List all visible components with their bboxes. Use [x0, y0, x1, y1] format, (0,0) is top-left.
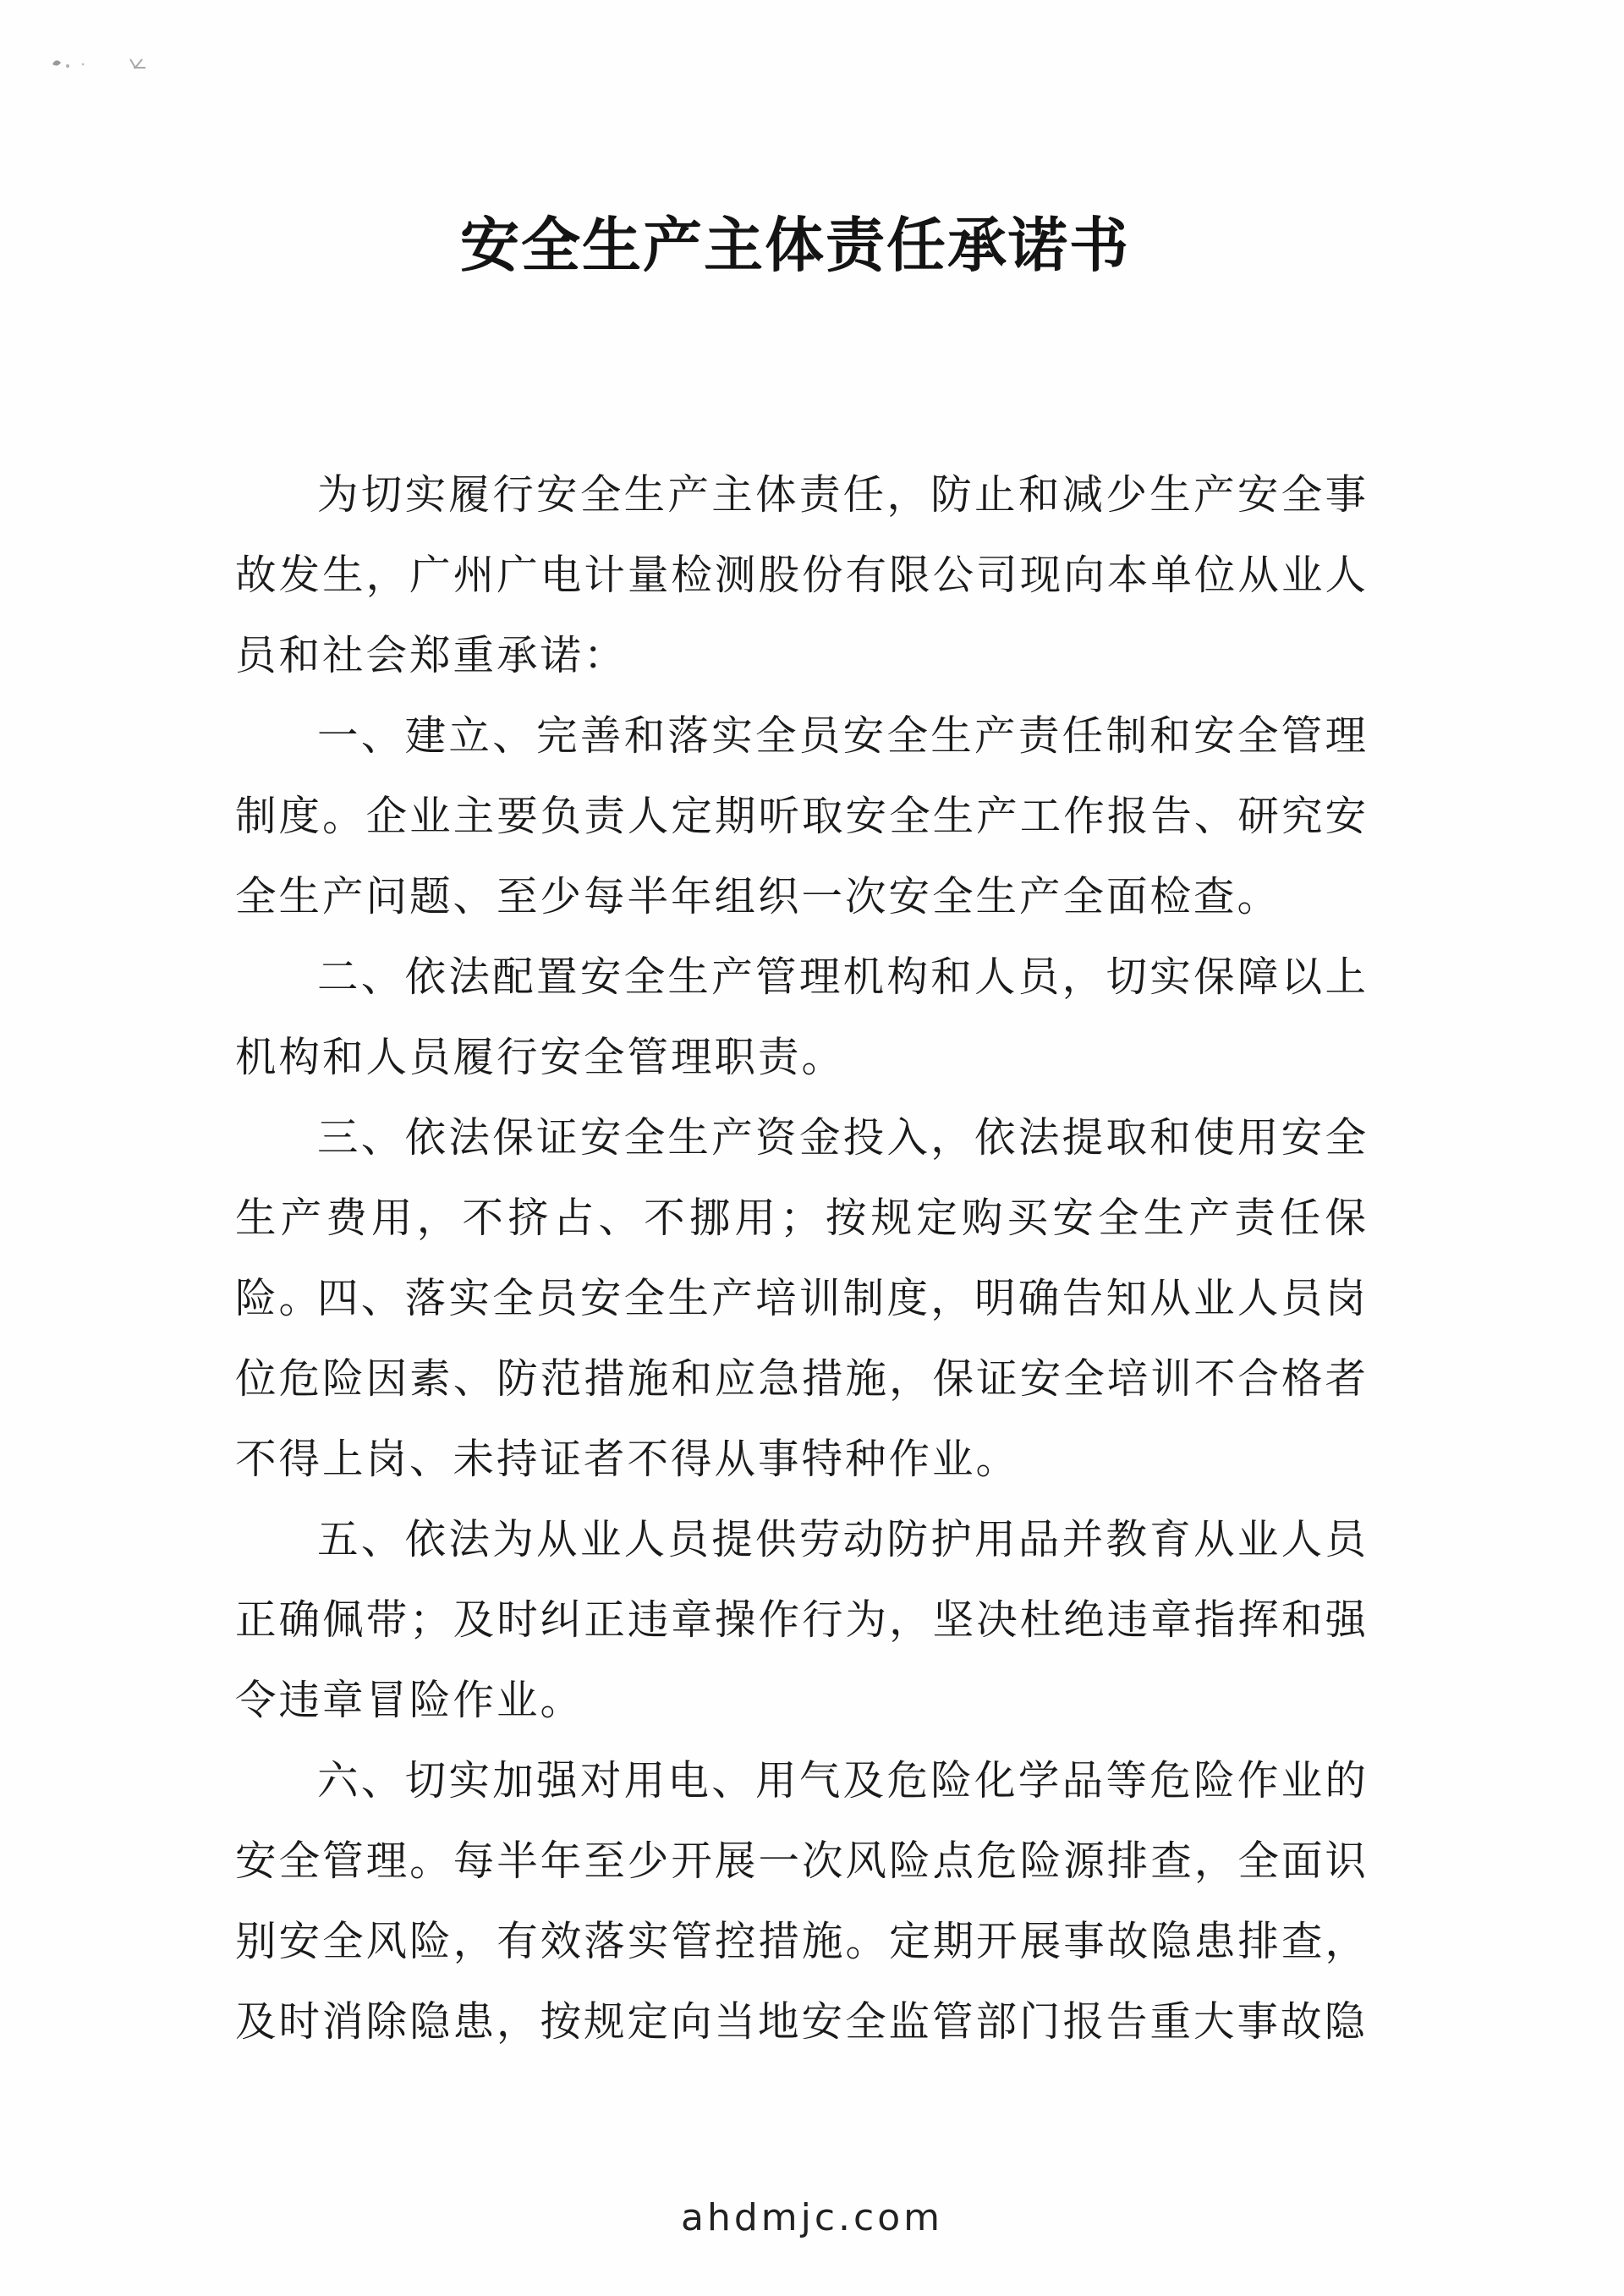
- document-title: 安全生产主体责任承诺书: [460, 211, 1130, 280]
- document-body: [235, 455, 1369, 2063]
- intro-paragraph: 为切实履行安全生产主体责任，防止和减少生产安全事故发生，广州广电计量检测股份有限公司现向本单位从业人员和社会郑重承诺：: [235, 471, 1369, 679]
- site-watermark: ahdmjc.com: [680, 2196, 943, 2239]
- commitment-paragraph-2: 二、依法配置安全生产管理机构和人员，切实保障以上机构和人员履行安全管理职责。: [235, 953, 1369, 1081]
- commitment-paragraph-4: 四、落实全员安全生产培训制度，明确告知从业人员岗位危险因素、防范措施和应急措施，保证安全培训不合格者不得上岗、未持证者不得从事特种作业。: [235, 1275, 1369, 1483]
- commitment-paragraph-6: 六、切实加强对用电、用气及危险化学品等危险作业的安全管理。每半年至少开展一次风险点危险源排查，全面识别安全风险，有效落实管控措施。定期开展事故隐患排查，及时消除隐患，按规定向当地安全监管部门报告重大事故隐: [235, 1757, 1369, 2046]
- scan-speck-icon: [49, 52, 159, 74]
- commitment-paragraph-1: 一、建立、完善和落实全员安全生产责任制和安全管理制度。企业主要负责人定期听取安全生产工作报告、研究安全生产问题、至少每半年组织一次安全生产全面检查。: [235, 712, 1369, 920]
- commitment-paragraph-5: 五、依法为从业人员提供劳动防护用品并教育从业人员正确佩带；及时纠正违章操作行为，坚决杜绝违章指挥和强令违章冒险作业。: [235, 1516, 1369, 1724]
- commitment-paragraph-3: 三、依法保证安全生产资金投入，依法提取和使用安全生产费用，不挤占、不挪用；按规定购买安全生产责任保险。: [235, 1114, 1369, 1322]
